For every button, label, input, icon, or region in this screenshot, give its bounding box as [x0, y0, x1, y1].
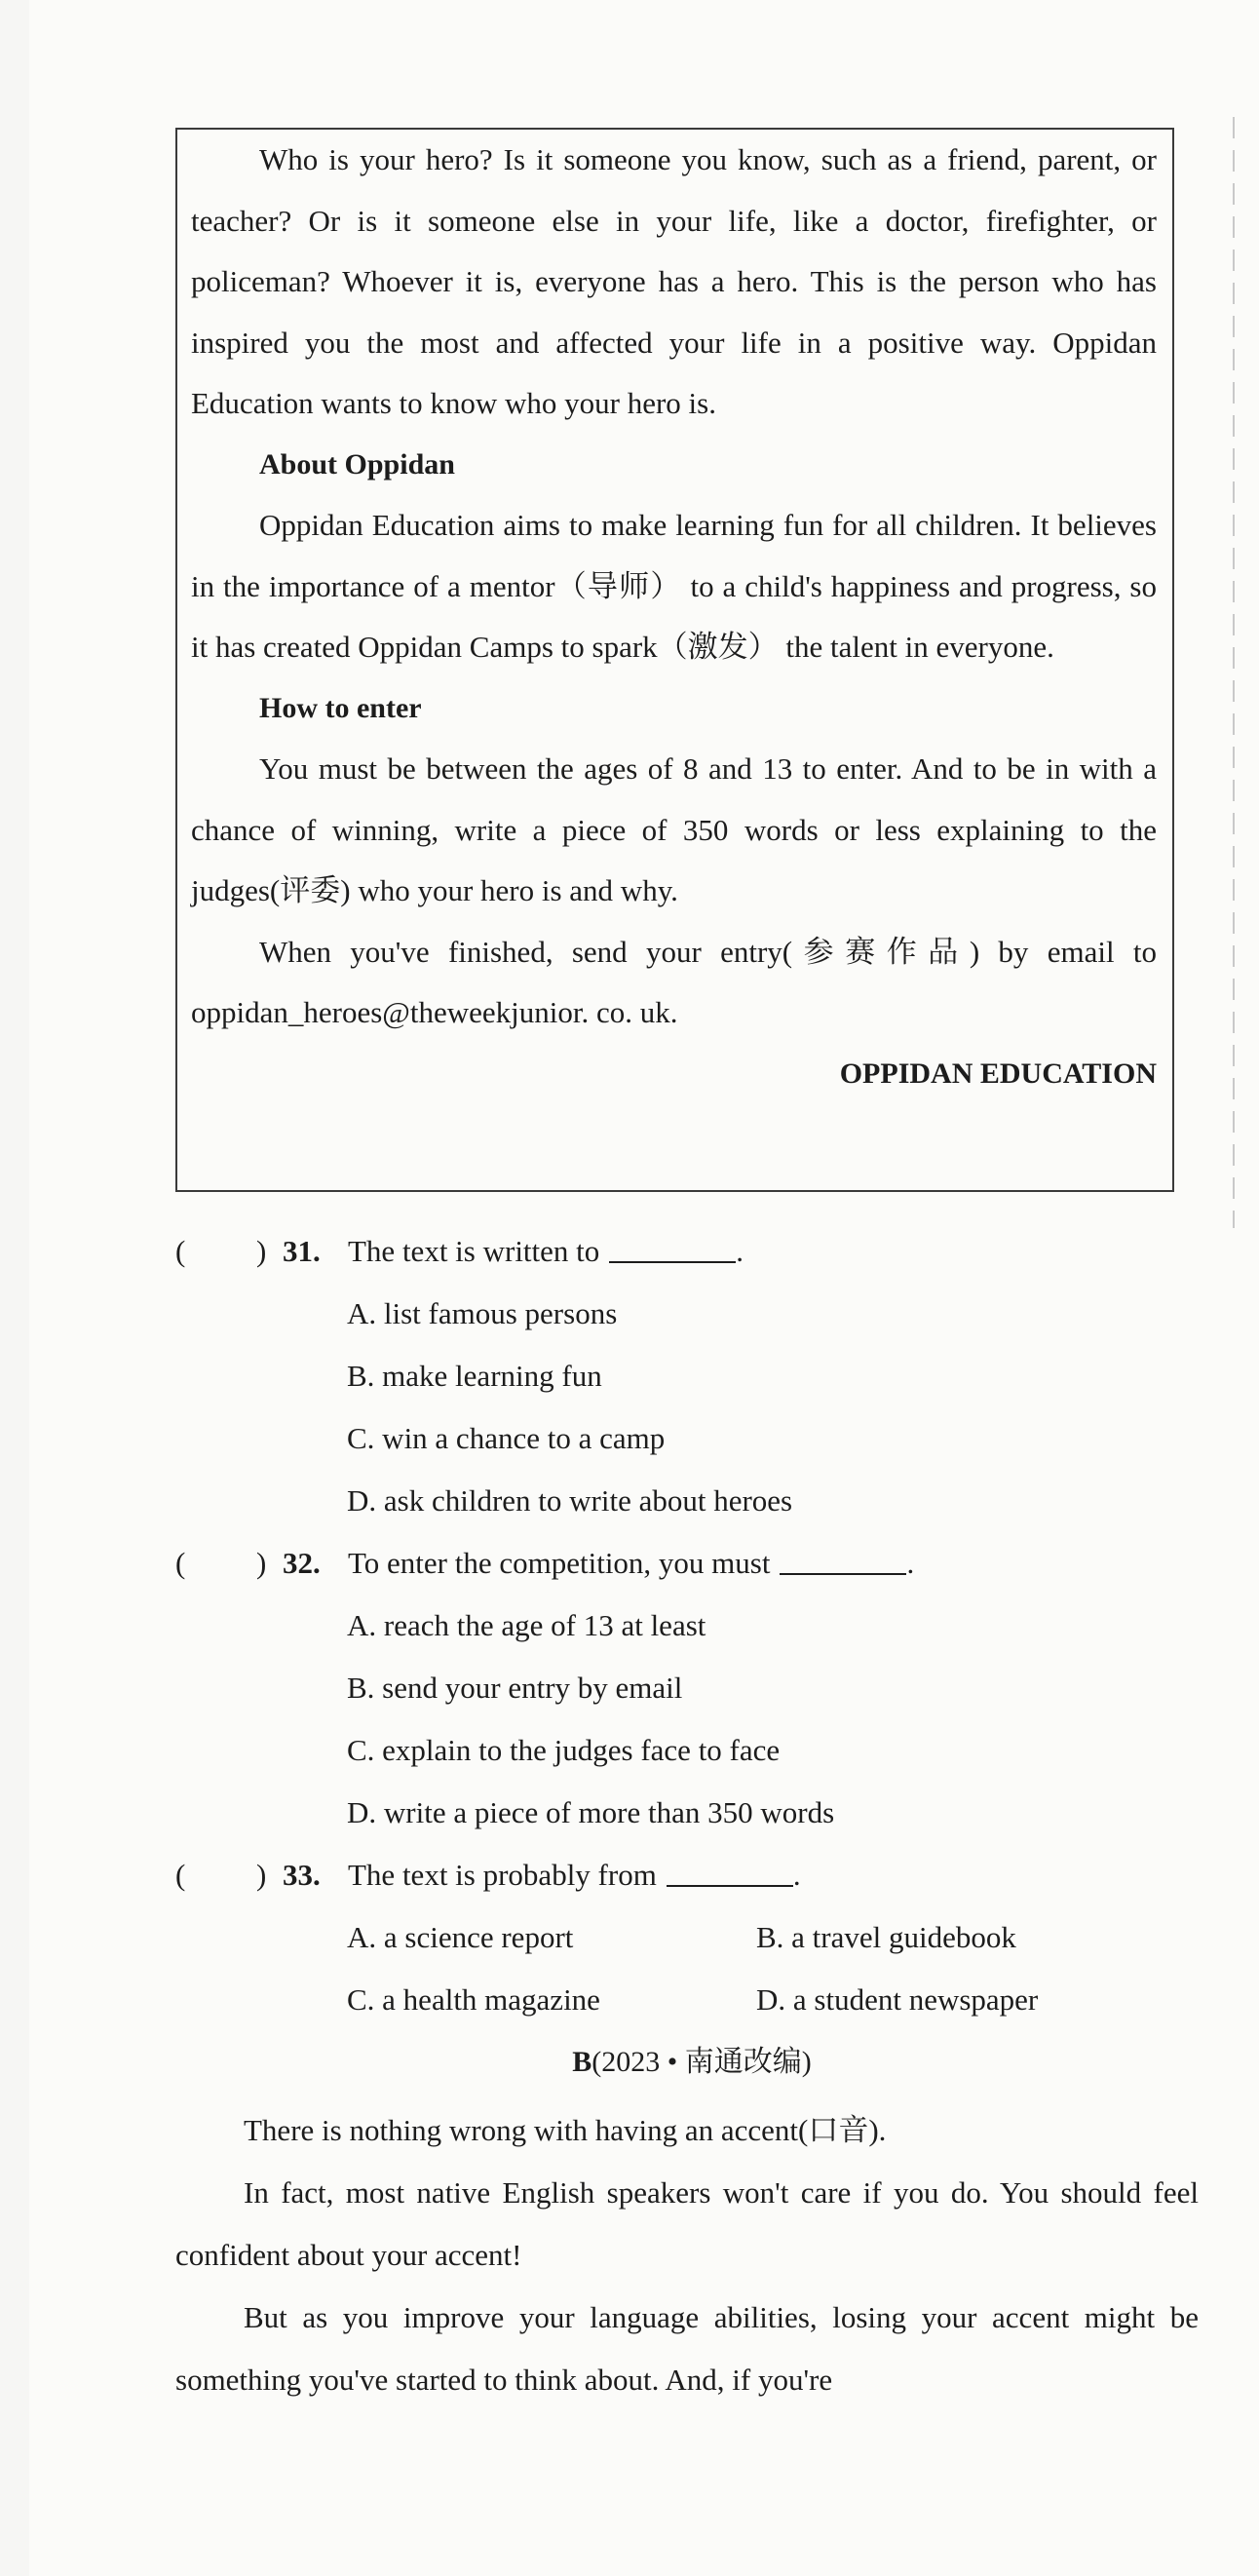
- question-stem: [348, 1220, 744, 1283]
- option-a[interactable]: A. a science report: [347, 1920, 574, 1954]
- answer-paren-right: ): [256, 1234, 267, 1268]
- question-stem-line: [175, 1220, 1208, 1283]
- answer-blank[interactable]: [780, 1544, 906, 1575]
- answer-paren-left: (: [175, 1858, 186, 1892]
- option-row: [175, 1906, 1208, 1969]
- question-stem-line: [175, 1844, 1208, 1906]
- question-stem-text: The text is probably from: [348, 1858, 657, 1892]
- passage-a-paragraph-4: When you've finished, send your entry(参赛作品) by email to oppidan_heroes@theweekjunior. co. uk.: [191, 934, 1157, 1029]
- passage-b-paragraph-2: In fact, most native English speakers won't care if you do. You should feel confident about your accent!: [175, 2175, 1199, 2272]
- heading-how-to-enter: How to enter: [259, 691, 422, 724]
- option-text: A. list famous persons: [347, 1296, 618, 1330]
- option-c[interactable]: [175, 1407, 1208, 1470]
- page-edge-divider: [1233, 117, 1235, 1228]
- option-d[interactable]: D. a student newspaper: [756, 1982, 1039, 2017]
- option-c[interactable]: C. a health magazine: [347, 1982, 600, 2017]
- answer-paren-left: (: [175, 1546, 186, 1580]
- section-letter: B: [572, 2046, 592, 2078]
- option-text: B. send your entry by email: [347, 1671, 683, 1705]
- question-stem-end: .: [906, 1546, 915, 1580]
- passage-b-paragraph-3: But as you improve your language abilities, losing your accent might be something you've started to think about. And, if you're: [175, 2300, 1199, 2397]
- question-number: 31.: [283, 1234, 321, 1268]
- question-stem: [348, 1532, 914, 1595]
- heading-about-oppidan: About Oppidan: [259, 447, 455, 481]
- passage-a-paragraph-1: Who is your hero? Is it someone you know, such as a friend, parent, or teacher? Or is it someone else in your life, like a doctor, firefighter, or policeman? Whoever it is, everyone has a hero. This is the person who has inspired you the most and affected your life in a positive way. Oppidan Education wants to know who your hero is.: [191, 142, 1157, 420]
- option-b[interactable]: [175, 1657, 1208, 1719]
- answer-paren-left: (: [175, 1234, 186, 1268]
- question-stem-line: [175, 1532, 1208, 1595]
- section-source: (2023 • 南通改编): [591, 2046, 812, 2078]
- question-33: [175, 1844, 1208, 2031]
- option-text: A. reach the age of 13 at least: [347, 1608, 706, 1642]
- option-a[interactable]: [175, 1283, 1208, 1345]
- question-32: [175, 1532, 1208, 1844]
- option-row: [175, 1969, 1208, 2031]
- section-b-title: [175, 2031, 1208, 2094]
- passage-b-paragraph-1: There is nothing wrong with having an accent(口音).: [244, 2113, 887, 2147]
- option-d[interactable]: [175, 1470, 1208, 1532]
- question-stem-end: .: [792, 1858, 801, 1892]
- passage-a-paragraph-3: You must be between the ages of 8 and 13 to enter. And to be in with a chance of winning, write a piece of 350 words or less explaining to the judges(评委) who your hero is and why.: [191, 751, 1157, 907]
- option-b[interactable]: B. a travel guidebook: [756, 1920, 1016, 1954]
- question-stem-text: The text is written to: [348, 1234, 600, 1268]
- signature: OPPIDAN EDUCATION: [839, 1057, 1157, 1090]
- question-31: [175, 1220, 1208, 1532]
- option-a[interactable]: [175, 1595, 1208, 1657]
- passage-a-paragraph-2: Oppidan Education aims to make learning fun for all children. It believes in the importance of a mentor（导师） to a child's happiness and progress, so it has created Oppidan Camps to spark（激发） the talent in everyone.: [191, 508, 1157, 664]
- question-stem-text: To enter the competition, you must: [348, 1546, 771, 1580]
- option-text: B. make learning fun: [347, 1359, 602, 1393]
- option-text: D. write a piece of more than 350 words: [347, 1795, 835, 1829]
- option-c[interactable]: [175, 1719, 1208, 1782]
- answer-paren-right: ): [256, 1546, 267, 1580]
- option-text: C. win a chance to a camp: [347, 1421, 666, 1455]
- question-number: 33.: [283, 1858, 321, 1892]
- option-b[interactable]: [175, 1345, 1208, 1407]
- option-text: D. ask children to write about heroes: [347, 1483, 793, 1518]
- passage-b: [175, 2099, 1199, 2411]
- passage-a-box: [175, 128, 1174, 1192]
- answer-blank[interactable]: [609, 1232, 736, 1263]
- answer-paren-right: ): [256, 1858, 267, 1892]
- question-number: 32.: [283, 1546, 321, 1580]
- option-text: C. explain to the judges face to face: [347, 1733, 781, 1767]
- answer-blank[interactable]: [667, 1856, 793, 1887]
- question-stem-end: .: [736, 1234, 744, 1268]
- question-stem: [348, 1844, 801, 1906]
- option-d[interactable]: [175, 1782, 1208, 1844]
